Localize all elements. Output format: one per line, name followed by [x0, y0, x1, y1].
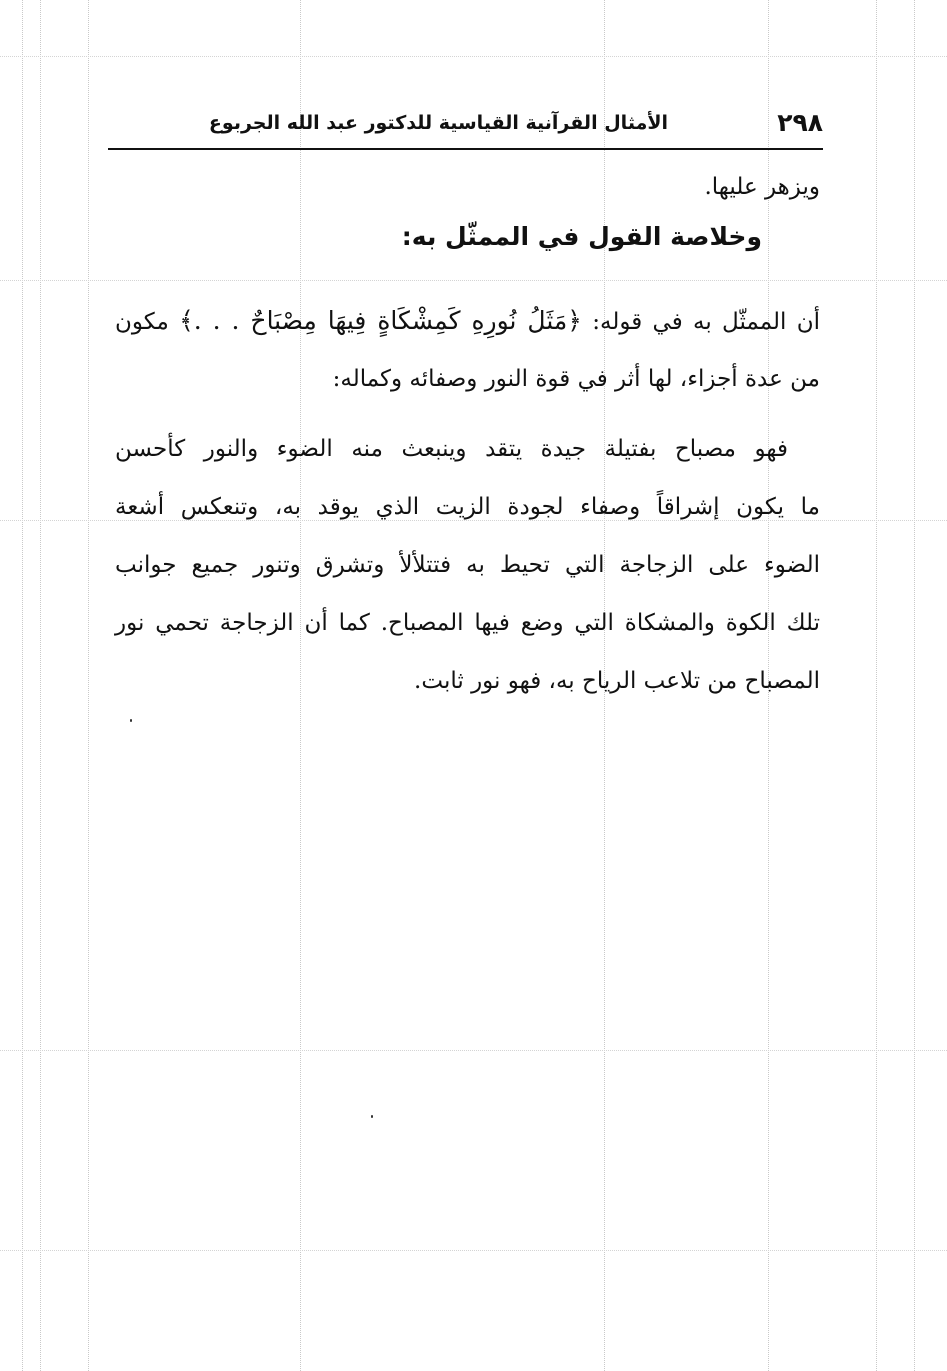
continuation-text — [115, 158, 820, 216]
text-line: ما يكون إشراقاً وصفاء لجودة الزيت الذي يوقد به، وتنعكس أشعة — [115, 494, 820, 520]
scan-speck — [371, 1115, 373, 1118]
page-number: ٢٩٨ — [777, 108, 823, 137]
paragraph-1 — [115, 292, 820, 408]
section-heading: وخلاصة القول في الممثّل به: — [401, 222, 762, 251]
running-title: الأمثال القرآنية القياسية للدكتور عبد الله الجربوع — [208, 112, 668, 134]
scan-speck — [130, 719, 132, 722]
text-line: ويزهر عليها. — [704, 174, 820, 200]
scan-artifact-line — [22, 0, 23, 1371]
text-line: تلك الكوة والمشكاة التي وضع فيها المصباح. كما أن الزجاجة تحمي نور — [115, 610, 820, 636]
scan-artifact-line — [40, 0, 41, 1371]
scan-artifact-line — [0, 280, 947, 281]
page-header — [108, 100, 823, 150]
quran-verse: ﴿مَثَلُ نُورِهِ كَمِشْكَاةٍ فِيهَا مِصْبَاحٌ . . .﴾ — [179, 306, 582, 335]
scan-artifact-line — [914, 0, 915, 1371]
scan-artifact-line — [876, 0, 877, 1371]
text-line: الضوء على الزجاجة التي تحيط به فتتلألأ وتشرق وتنور جميع جوانب — [115, 552, 820, 578]
text-line: المصباح من تلاعب الرياح به، فهو نور ثابت. — [414, 668, 820, 694]
scan-artifact-line — [88, 0, 89, 1371]
scan-artifact-line — [0, 1050, 947, 1051]
scan-artifact-line — [0, 56, 947, 57]
text-span: أن الممثّل به في قوله: — [592, 309, 820, 335]
scan-artifact-line — [0, 1250, 947, 1251]
header-divider — [108, 148, 823, 150]
text-line — [115, 292, 820, 350]
text-line: فهو مصباح بفتيلة جيدة يتقد وينبعث منه الضوء والنور كأحسن — [115, 436, 788, 462]
paragraph-2 — [115, 420, 820, 710]
text-line: من عدة أجزاء، لها أثر في قوة النور وصفائه وكماله: — [332, 366, 820, 392]
text-span: مكون — [115, 309, 169, 335]
